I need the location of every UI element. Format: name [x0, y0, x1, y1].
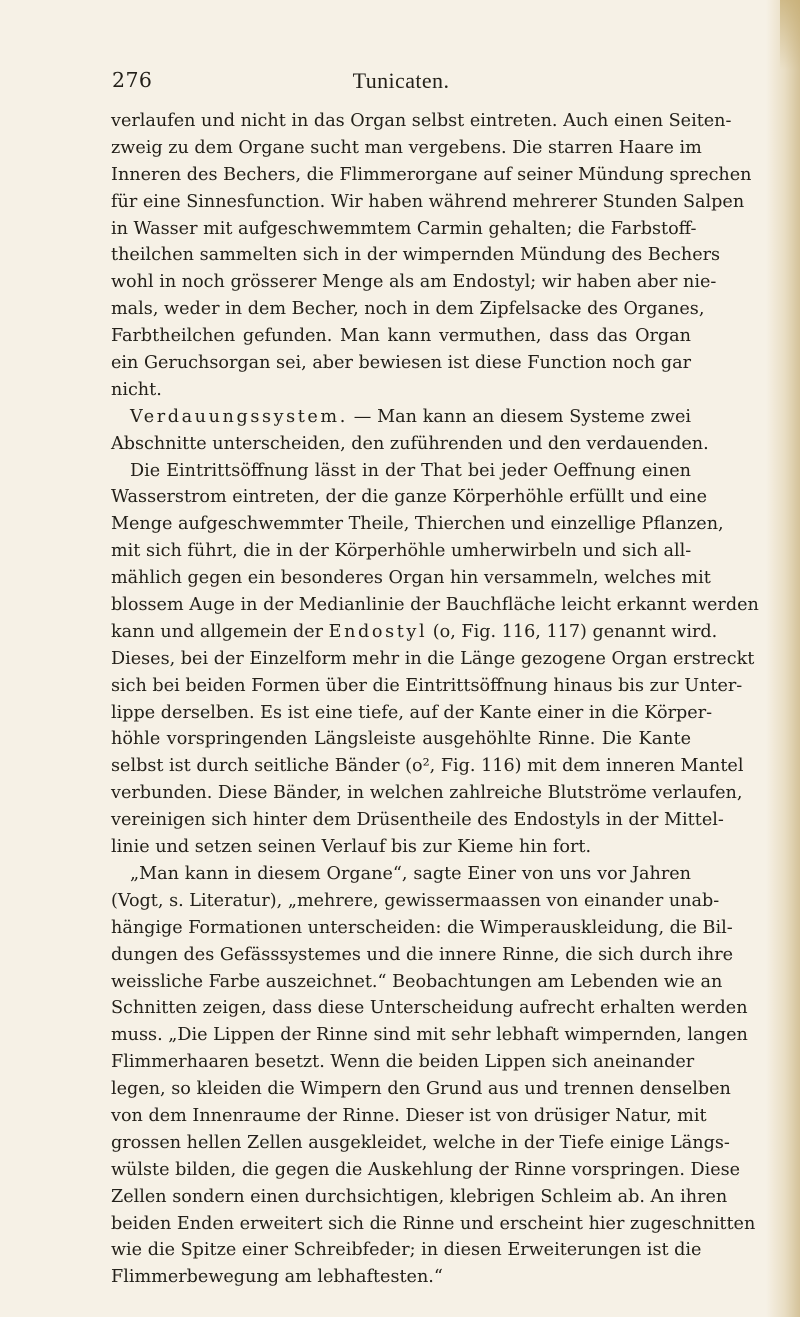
text-line: Zellen sondern einen durchsichtigen, klebrigen Schleim ab. An ihren	[111, 1186, 728, 1207]
text-line: zweig zu dem Organe sucht man vergebens. Die starren Haare im	[111, 137, 702, 158]
text-line: legen, so kleiden die Wimpern den Grund aus und trennen denselben	[111, 1079, 731, 1100]
text-line: Schnitten zeigen, dass diese Unterscheidung aufrecht erhalten werden	[111, 998, 748, 1019]
text-line: weissliche Farbe auszeichnet.“ Beobachtungen am Lebenden wie an	[111, 971, 723, 992]
section-heading-line	[111, 404, 691, 431]
text-line: Dieses, bei der Einzelform mehr in die Länge gezogene Organ erstreckt	[111, 648, 755, 669]
text-line: selbst ist durch seitliche Bänder (o², Fig. 116) mit dem inneren Mantel	[111, 756, 744, 777]
endostyl-line	[111, 619, 718, 646]
text-line: grossen hellen Zellen ausgekleidet, welche in der Tiefe einige Längs-	[111, 1132, 730, 1153]
text-line: mählich gegen ein besonderes Organ hin versammeln, welches mit	[111, 568, 711, 589]
term-endostyl: Endostyl	[328, 621, 428, 642]
text-line: „Man kann in diesem Organe“, sagte Einer von uns vor Jahren	[130, 863, 691, 884]
text-line: mals, weder in dem Becher, noch in dem Zipfelsacke des Organes,	[111, 299, 705, 320]
text-line: ein Geruchsorgan sei, aber bewiesen ist diese Function noch gar	[111, 353, 692, 374]
text-line: (Vogt, s. Literatur), „mehrere, gewissermaassen von einander unab-	[111, 890, 720, 911]
text-line: Wasserstrom eintreten, der die ganze Körperhöhle erfüllt und eine	[111, 487, 708, 508]
running-title: Tunicaten.	[352, 68, 450, 93]
text-line: Farbtheilchen gefunden. Man kann vermuthen, dass das Organ	[111, 326, 691, 347]
page-corner-stain	[780, 0, 800, 70]
text-line: nicht.	[111, 379, 162, 400]
text-line: dungen des Gefässsystemes und die innere Rinne, die sich durch ihre	[111, 944, 734, 965]
text-line: Flimmerbewegung am lebhaftesten.“	[111, 1267, 443, 1288]
text-line: linie und setzen seinen Verlauf bis zur Kieme hin fort.	[111, 837, 592, 858]
text-line: Menge aufgeschwemmter Theile, Thierchen und einzellige Pflanzen,	[111, 514, 724, 535]
text-line: Flimmerhaaren besetzt. Wenn die beiden Lippen sich aneinander	[111, 1052, 695, 1073]
text-line: vereinigen sich hinter dem Drüsentheile des Endostyls in der Mittel-	[111, 810, 724, 831]
text-line: in Wasser mit aufgeschwemmtem Carmin gehalten; die Farbstoff-	[111, 218, 697, 239]
text-line: theilchen sammelten sich in der wimpernden Mündung des Bechers	[111, 245, 721, 266]
page-header	[112, 68, 690, 98]
text-line: Abschnitte unterscheiden, den zuführenden und den verdauenden.	[111, 433, 709, 454]
page-edge-shadow	[766, 0, 800, 1317]
text-line: verlaufen und nicht in das Organ selbst eintreten. Auch einen Seiten-	[111, 111, 732, 131]
text-line: blossem Auge in der Medianlinie der Bauchfläche leicht erkannt werden	[111, 595, 759, 616]
text-line: wohl in noch grösserer Menge als am Endostyl; wir haben aber nie-	[111, 272, 717, 293]
text-line: Die Eintrittsöffnung lässt in der That bei jeder Oeffnung einen	[130, 460, 691, 481]
body-text	[111, 108, 759, 1291]
text-fragment: — Man kann an diesem Systeme zwei	[347, 406, 691, 427]
text-line: für eine Sinnesfunction. Wir haben während mehrerer Stunden Salpen	[111, 191, 745, 212]
text-line: hängige Formationen unterscheiden: die Wimperauskleidung, die Bil-	[111, 917, 733, 938]
text-line: mit sich führt, die in der Körperhöhle umherwirbeln und sich all-	[111, 541, 692, 562]
text-line: muss. „Die Lippen der Rinne sind mit sehr lebhaft wimpernden, langen	[111, 1025, 748, 1046]
text-fragment: kann und allgemein der	[111, 621, 329, 642]
text-line: verbunden. Diese Bänder, in welchen zahlreiche Blutströme verlaufen,	[111, 783, 743, 804]
text-line: sich bei beiden Formen über die Eintrittsöffnung hinaus bis zur Unter-	[111, 675, 743, 696]
text-line: wie die Spitze einer Schreibfeder; in diesen Erweiterungen ist die	[111, 1240, 702, 1261]
text-fragment: (o, Fig. 116, 117) genannt wird.	[427, 621, 718, 642]
text-line: Inneren des Bechers, die Flimmerorgane auf seiner Mündung sprechen	[111, 164, 752, 185]
text-line: wülste bilden, die gegen die Auskehlung der Rinne vorspringen. Diese	[111, 1159, 741, 1180]
page-number: 276	[112, 68, 153, 92]
text-line: lippe derselben. Es ist eine tiefe, auf der Kante einer in die Körper-	[111, 702, 713, 723]
text-line: von dem Innenraume der Rinne. Dieser ist von drüsiger Natur, mit	[111, 1105, 707, 1126]
section-heading: Verdauungssystem.	[130, 406, 348, 427]
text-line: höhle vorspringenden Längsleiste ausgehöhlte Rinne. Die Kante	[111, 729, 691, 750]
text-line: beiden Enden erweitert sich die Rinne und erscheint hier zugeschnitten	[111, 1213, 756, 1234]
